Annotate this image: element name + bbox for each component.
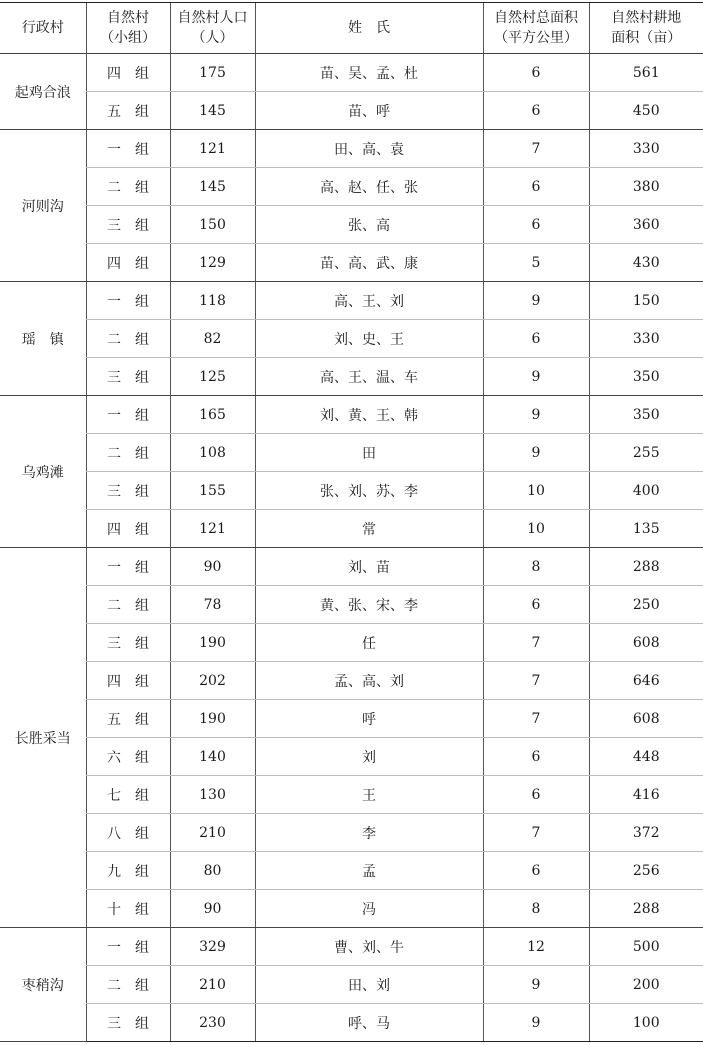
table-row (0, 890, 703, 928)
farmland-cell: 380 (589, 168, 703, 206)
farmland-cell: 330 (589, 320, 703, 358)
surnames-cell: 刘、史、王 (255, 320, 483, 358)
group-cell: 二 组 (86, 434, 170, 472)
group-cell: 四 组 (86, 662, 170, 700)
table-row (0, 776, 703, 814)
area-cell: 6 (483, 168, 589, 206)
header-natural-village-line1: 自然村 (107, 10, 149, 26)
table-row (0, 662, 703, 700)
table-row (0, 320, 703, 358)
area-cell: 10 (483, 472, 589, 510)
farmland-cell: 448 (589, 738, 703, 776)
group-cell: 十 组 (86, 890, 170, 928)
farmland-cell: 500 (589, 928, 703, 966)
farmland-cell: 250 (589, 586, 703, 624)
population-cell: 165 (170, 396, 255, 434)
table-row (0, 358, 703, 396)
farmland-cell: 416 (589, 776, 703, 814)
area-cell: 6 (483, 586, 589, 624)
table-row (0, 700, 703, 738)
area-cell: 9 (483, 434, 589, 472)
group-cell: 八 组 (86, 814, 170, 852)
group-cell: 二 组 (86, 168, 170, 206)
header-population (170, 3, 255, 54)
surnames-cell: 黄、张、宋、李 (255, 586, 483, 624)
admin-village-cell: 瑶 镇 (0, 282, 86, 396)
farmland-cell: 372 (589, 814, 703, 852)
admin-village-cell: 乌鸡滩 (0, 396, 86, 548)
group-cell: 七 组 (86, 776, 170, 814)
farmland-cell: 350 (589, 358, 703, 396)
header-farmland-line2: 面积（亩） (611, 30, 682, 46)
farmland-cell: 288 (589, 548, 703, 586)
area-cell: 6 (483, 852, 589, 890)
farmland-cell: 430 (589, 244, 703, 282)
area-cell: 9 (483, 966, 589, 1004)
surnames-cell: 孟、高、刘 (255, 662, 483, 700)
population-cell: 145 (170, 168, 255, 206)
header-total-area-line1: 自然村总面积 (494, 10, 578, 26)
area-cell: 6 (483, 92, 589, 130)
surnames-cell: 呼 (255, 700, 483, 738)
admin-village-cell: 长胜采当 (0, 548, 86, 928)
group-cell: 二 组 (86, 586, 170, 624)
area-cell: 7 (483, 624, 589, 662)
population-cell: 210 (170, 966, 255, 1004)
admin-village-cell: 起鸡合浪 (0, 54, 86, 130)
table-row (0, 168, 703, 206)
table-row (0, 966, 703, 1004)
table-row (0, 548, 703, 586)
population-cell: 82 (170, 320, 255, 358)
admin-village-cell: 枣稍沟 (0, 928, 86, 1042)
header-population-line1: 自然村人口 (177, 10, 248, 26)
farmland-cell: 360 (589, 206, 703, 244)
surnames-cell: 李 (255, 814, 483, 852)
population-cell: 145 (170, 92, 255, 130)
table-row (0, 434, 703, 472)
table-row (0, 738, 703, 776)
population-cell: 121 (170, 510, 255, 548)
area-cell: 6 (483, 776, 589, 814)
group-cell: 四 组 (86, 244, 170, 282)
area-cell: 7 (483, 662, 589, 700)
group-cell: 三 组 (86, 206, 170, 244)
group-cell: 一 组 (86, 130, 170, 168)
header-farmland-line1: 自然村耕地 (611, 10, 682, 26)
table-row (0, 510, 703, 548)
area-cell: 5 (483, 244, 589, 282)
header-total-area (483, 3, 589, 54)
header-total-area-line2: （平方公里） (494, 30, 578, 46)
table-row (0, 1004, 703, 1042)
population-cell: 90 (170, 548, 255, 586)
table-row (0, 852, 703, 890)
population-cell: 78 (170, 586, 255, 624)
surnames-cell: 常 (255, 510, 483, 548)
surnames-cell: 任 (255, 624, 483, 662)
group-cell: 一 组 (86, 396, 170, 434)
farmland-cell: 330 (589, 130, 703, 168)
header-population-line2: （人） (191, 30, 234, 46)
area-cell: 9 (483, 282, 589, 320)
table-row (0, 130, 703, 168)
population-cell: 190 (170, 700, 255, 738)
area-cell: 7 (483, 130, 589, 168)
table-row (0, 814, 703, 852)
farmland-cell: 608 (589, 624, 703, 662)
population-cell: 130 (170, 776, 255, 814)
area-cell: 10 (483, 510, 589, 548)
population-cell: 150 (170, 206, 255, 244)
area-cell: 9 (483, 358, 589, 396)
population-cell: 202 (170, 662, 255, 700)
surnames-cell: 张、刘、苏、李 (255, 472, 483, 510)
header-farmland (589, 3, 703, 54)
surnames-cell: 苗、吴、孟、杜 (255, 54, 483, 92)
area-cell: 6 (483, 320, 589, 358)
farmland-cell: 350 (589, 396, 703, 434)
surnames-cell: 田 (255, 434, 483, 472)
table-row (0, 624, 703, 662)
area-cell: 6 (483, 54, 589, 92)
farmland-cell: 288 (589, 890, 703, 928)
population-cell: 125 (170, 358, 255, 396)
group-cell: 六 组 (86, 738, 170, 776)
area-cell: 12 (483, 928, 589, 966)
surnames-cell: 苗、呼 (255, 92, 483, 130)
population-cell: 155 (170, 472, 255, 510)
population-cell: 118 (170, 282, 255, 320)
surnames-cell: 孟 (255, 852, 483, 890)
surnames-cell: 苗、高、武、康 (255, 244, 483, 282)
population-cell: 190 (170, 624, 255, 662)
surnames-cell: 田、刘 (255, 966, 483, 1004)
table-row (0, 586, 703, 624)
farmland-cell: 400 (589, 472, 703, 510)
table-row (0, 54, 703, 92)
area-cell: 7 (483, 814, 589, 852)
surnames-cell: 刘 (255, 738, 483, 776)
table-row (0, 928, 703, 966)
table-row (0, 472, 703, 510)
header-row (0, 3, 703, 54)
population-cell: 175 (170, 54, 255, 92)
population-cell: 90 (170, 890, 255, 928)
population-cell: 129 (170, 244, 255, 282)
area-cell: 6 (483, 738, 589, 776)
group-cell: 一 组 (86, 928, 170, 966)
surnames-cell: 呼、马 (255, 1004, 483, 1042)
farmland-cell: 100 (589, 1004, 703, 1042)
header-natural-village (86, 3, 170, 54)
group-cell: 二 组 (86, 320, 170, 358)
group-cell: 三 组 (86, 1004, 170, 1042)
group-cell: 一 组 (86, 548, 170, 586)
group-cell: 五 组 (86, 92, 170, 130)
surnames-cell: 高、王、刘 (255, 282, 483, 320)
table-row (0, 396, 703, 434)
header-natural-village-line2: （小组） (100, 30, 156, 46)
header-admin-village: 行政村 (0, 3, 86, 54)
farmland-cell: 150 (589, 282, 703, 320)
farmland-cell: 200 (589, 966, 703, 1004)
group-cell: 三 组 (86, 358, 170, 396)
population-cell: 210 (170, 814, 255, 852)
farmland-cell: 256 (589, 852, 703, 890)
header-surnames: 姓 氏 (255, 3, 483, 54)
area-cell: 9 (483, 1004, 589, 1042)
population-cell: 329 (170, 928, 255, 966)
table-body (0, 54, 703, 1042)
village-data-table (0, 2, 703, 1042)
table-row (0, 244, 703, 282)
surnames-cell: 曹、刘、牛 (255, 928, 483, 966)
area-cell: 9 (483, 396, 589, 434)
surnames-cell: 刘、黄、王、韩 (255, 396, 483, 434)
table-row (0, 206, 703, 244)
surnames-cell: 张、高 (255, 206, 483, 244)
group-cell: 一 组 (86, 282, 170, 320)
area-cell: 8 (483, 548, 589, 586)
farmland-cell: 255 (589, 434, 703, 472)
population-cell: 121 (170, 130, 255, 168)
group-cell: 二 组 (86, 966, 170, 1004)
surnames-cell: 高、王、温、车 (255, 358, 483, 396)
table-header (0, 3, 703, 54)
group-cell: 三 组 (86, 472, 170, 510)
area-cell: 7 (483, 700, 589, 738)
farmland-cell: 135 (589, 510, 703, 548)
farmland-cell: 450 (589, 92, 703, 130)
farmland-cell: 608 (589, 700, 703, 738)
admin-village-cell: 河则沟 (0, 130, 86, 282)
surnames-cell: 田、高、袁 (255, 130, 483, 168)
farmland-cell: 561 (589, 54, 703, 92)
group-cell: 三 组 (86, 624, 170, 662)
farmland-cell: 646 (589, 662, 703, 700)
group-cell: 九 组 (86, 852, 170, 890)
surnames-cell: 王 (255, 776, 483, 814)
surnames-cell: 刘、苗 (255, 548, 483, 586)
area-cell: 6 (483, 206, 589, 244)
group-cell: 四 组 (86, 54, 170, 92)
population-cell: 108 (170, 434, 255, 472)
surnames-cell: 冯 (255, 890, 483, 928)
population-cell: 230 (170, 1004, 255, 1042)
population-cell: 80 (170, 852, 255, 890)
table-row (0, 282, 703, 320)
group-cell: 四 组 (86, 510, 170, 548)
table-row (0, 92, 703, 130)
surnames-cell: 高、赵、任、张 (255, 168, 483, 206)
group-cell: 五 组 (86, 700, 170, 738)
area-cell: 8 (483, 890, 589, 928)
population-cell: 140 (170, 738, 255, 776)
